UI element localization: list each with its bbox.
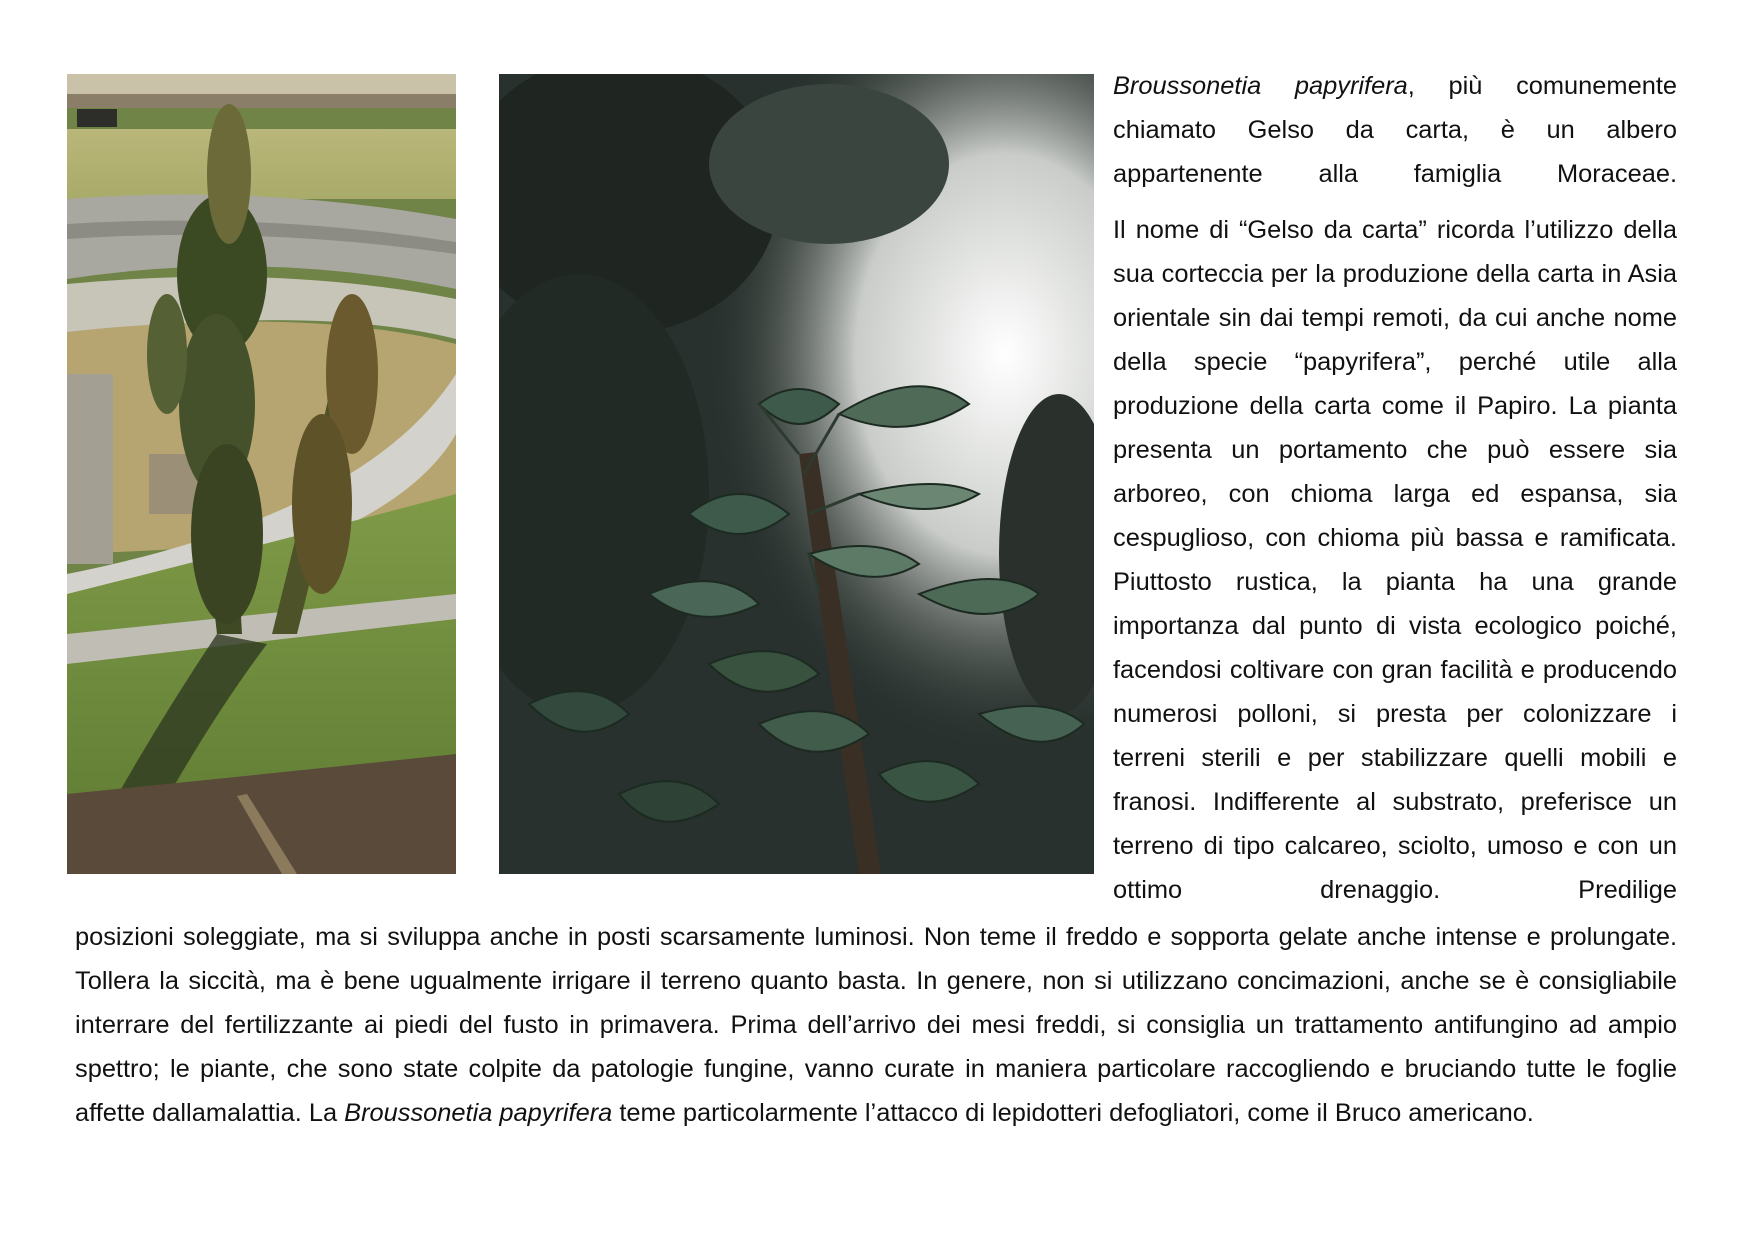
- garden-tree-image: [67, 74, 456, 874]
- species-name: Broussonetia papyrifera: [1113, 72, 1408, 100]
- intro-paragraph: [1113, 64, 1677, 196]
- continuation-paragraph: [75, 915, 1677, 1135]
- species-name-inline: Broussonetia papyrifera: [344, 1099, 613, 1127]
- text-column: [1113, 64, 1677, 912]
- intro-text: , più comunemente chiamato Gelso da carta, è un albero appartenente alla famiglia Moraceae.: [1113, 72, 1677, 188]
- garden-tree-photo: [67, 74, 456, 874]
- leaves-closeup-image: [499, 74, 1094, 874]
- description-text: Il nome di “Gelso da carta” ricorda l’utilizzo della sua corteccia per la produzione della carta in Asia orientale sin dai tempi remoti, da cui anche nome della specie “papyrifera”, perché utile alla produzione della carta come il Papiro. La pianta presenta un portamento che può essere sia arboreo, con chioma larga ed espansa, sia cespuglioso, con chioma più bassa e ramificata. Piuttosto rustica, la pianta ha una grande importanza dal punto di vista ecologico poiché, facendosi coltivare con gran facilità e producendo numerosi polloni, si presta per colonizzare i terreni sterili e per stabilizzare quelli mobili e franosi. Indifferente al substrato, preferisce un terreno di tipo calcareo, sciolto, umoso e con un ottimo drenaggio. Predilige: [1113, 216, 1677, 904]
- leaves-closeup-photo: [499, 74, 1094, 874]
- continuation-text-end: teme particolarmente l’attacco di lepidotteri defogliatori, come il Bruco americano.: [612, 1099, 1534, 1127]
- continuation-text: [75, 915, 1677, 1135]
- description-paragraph: [1113, 208, 1677, 912]
- continuation-text-start: posizioni soleggiate, ma si sviluppa anche in posti scarsamente luminosi. Non teme il freddo e sopporta gelate anche intense e prolungate. Tollera la siccità, ma è bene ugualmente irrigare il terreno quanto basta. In genere, non si utilizzano concimazioni, anche se è consigliabile interrare del fertilizzante ai piedi del fusto in primavera. Prima dell’arrivo dei mesi freddi, si consiglia un trattamento antifungino ad ampio spettro; le piante, che sono state colpite da patologie fungine, vanno curate in maniera particolare raccogliendo e bruciando tutte le foglie affette dallamalattia. La: [75, 923, 1677, 1127]
